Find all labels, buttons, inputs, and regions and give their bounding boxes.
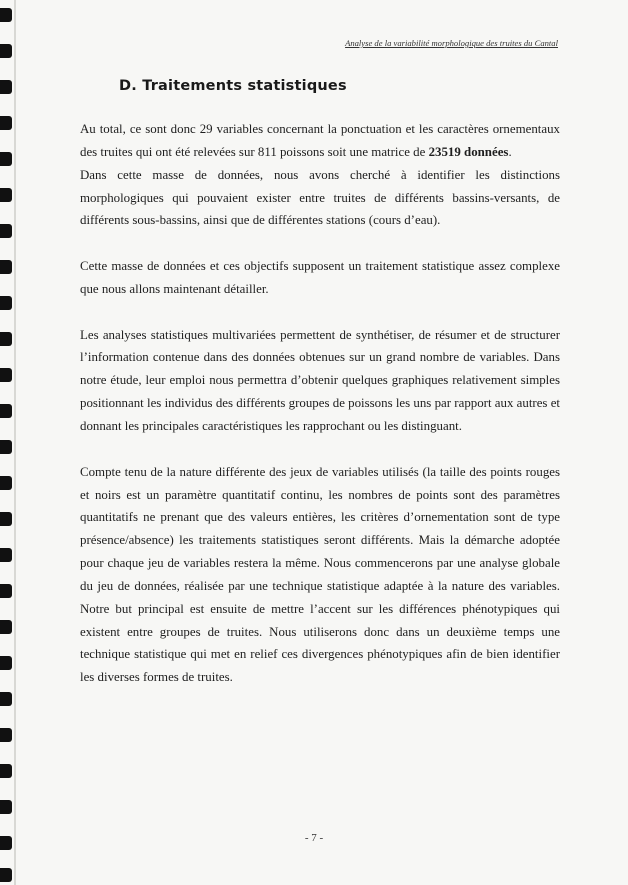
binding-hole xyxy=(0,620,12,634)
binding-hole xyxy=(0,548,12,562)
binding-hole xyxy=(0,728,12,742)
emphasized-count: 23519 données xyxy=(428,144,509,159)
binding-hole xyxy=(0,764,12,778)
binding-hole xyxy=(0,404,12,418)
binding-hole xyxy=(0,8,12,22)
binding-hole xyxy=(0,44,12,58)
paragraph-total-variables xyxy=(80,118,560,164)
binding-strip xyxy=(14,0,16,885)
paragraph-objectives: Dans cette masse de données, nous avons cherché à identifier les distinctions morphologiques qui pouvaient exister entre truites de différents bassins-versants, de différents sous-bassins, ainsi que de différentes stations (cours d’eau). xyxy=(80,167,560,228)
binding-hole xyxy=(0,332,12,346)
binding-hole xyxy=(0,584,12,598)
binding-hole xyxy=(0,368,12,382)
binding-hole xyxy=(0,152,12,166)
binding-hole xyxy=(0,224,12,238)
binding-hole xyxy=(0,260,12,274)
paragraph-approach: Compte tenu de la nature différente des jeux de variables utilisés (la taille des points rouges et noirs est un paramètre quantitatif continu, les nombres de points sont des paramètres quantitatifs ne prenant que des valeurs entières, les critères d’ornementation sont de type présence/absence) les traitements statistiques seront différents. Mais la démarche adoptée pour chaque jeu de variables restera la même. Nous commencerons par une analyse globale du jeu de données, réalisée par une technique statistique adaptée à la nature des variables. Notre but principal est ensuite de mettre l’accent sur les différences phénotypiques qui existent entre groupes de truites. Nous utiliserons donc dans un deuxième temps une technique statistique qui met en relief ces divergences phénotypiques afin de bien identifier les diverses formes de truites. xyxy=(80,464,560,685)
binding-hole xyxy=(0,800,12,814)
binding-hole xyxy=(0,512,12,526)
running-header: Analyse de la variabilité morphologique des truites du Cantal xyxy=(345,38,558,48)
binding-hole xyxy=(0,476,12,490)
paragraph-multivariate: Les analyses statistiques multivariées permettent de synthétiser, de résumer et de structurer l’information contenue dans des données obtenues sur un grand nombre de variables. Dans notre étude, leur emploi nous permettra d’obtenir quelques graphiques relativement simples positionnant les individus des différents groupes de poissons les uns par rapport aux autres et donnant les principales caractéristiques les rapprochant ou les distinguant. xyxy=(80,327,560,433)
binding-hole xyxy=(0,80,12,94)
paragraph-text: Au total, ce sont donc 29 variables concernant la ponctuation et les caractères ornementaux des truites qui ont été relevées sur 811 poissons soit une matrice de xyxy=(80,122,560,159)
paragraph-treatment: Cette masse de données et ces objectifs supposent un traitement statistique assez complexe que nous allons maintenant détailler. xyxy=(80,259,560,296)
binding-hole xyxy=(0,692,12,706)
section-heading: D. Traitements statistiques xyxy=(119,78,347,94)
body-text xyxy=(80,118,560,689)
page-number: - 7 - xyxy=(304,832,324,844)
binding-hole xyxy=(0,656,12,670)
spiral-binding xyxy=(0,0,22,885)
binding-hole xyxy=(0,296,12,310)
binding-hole xyxy=(0,116,12,130)
binding-hole xyxy=(0,188,12,202)
binding-hole xyxy=(0,868,12,882)
paragraph-text: . xyxy=(508,144,512,159)
binding-hole xyxy=(0,440,12,454)
